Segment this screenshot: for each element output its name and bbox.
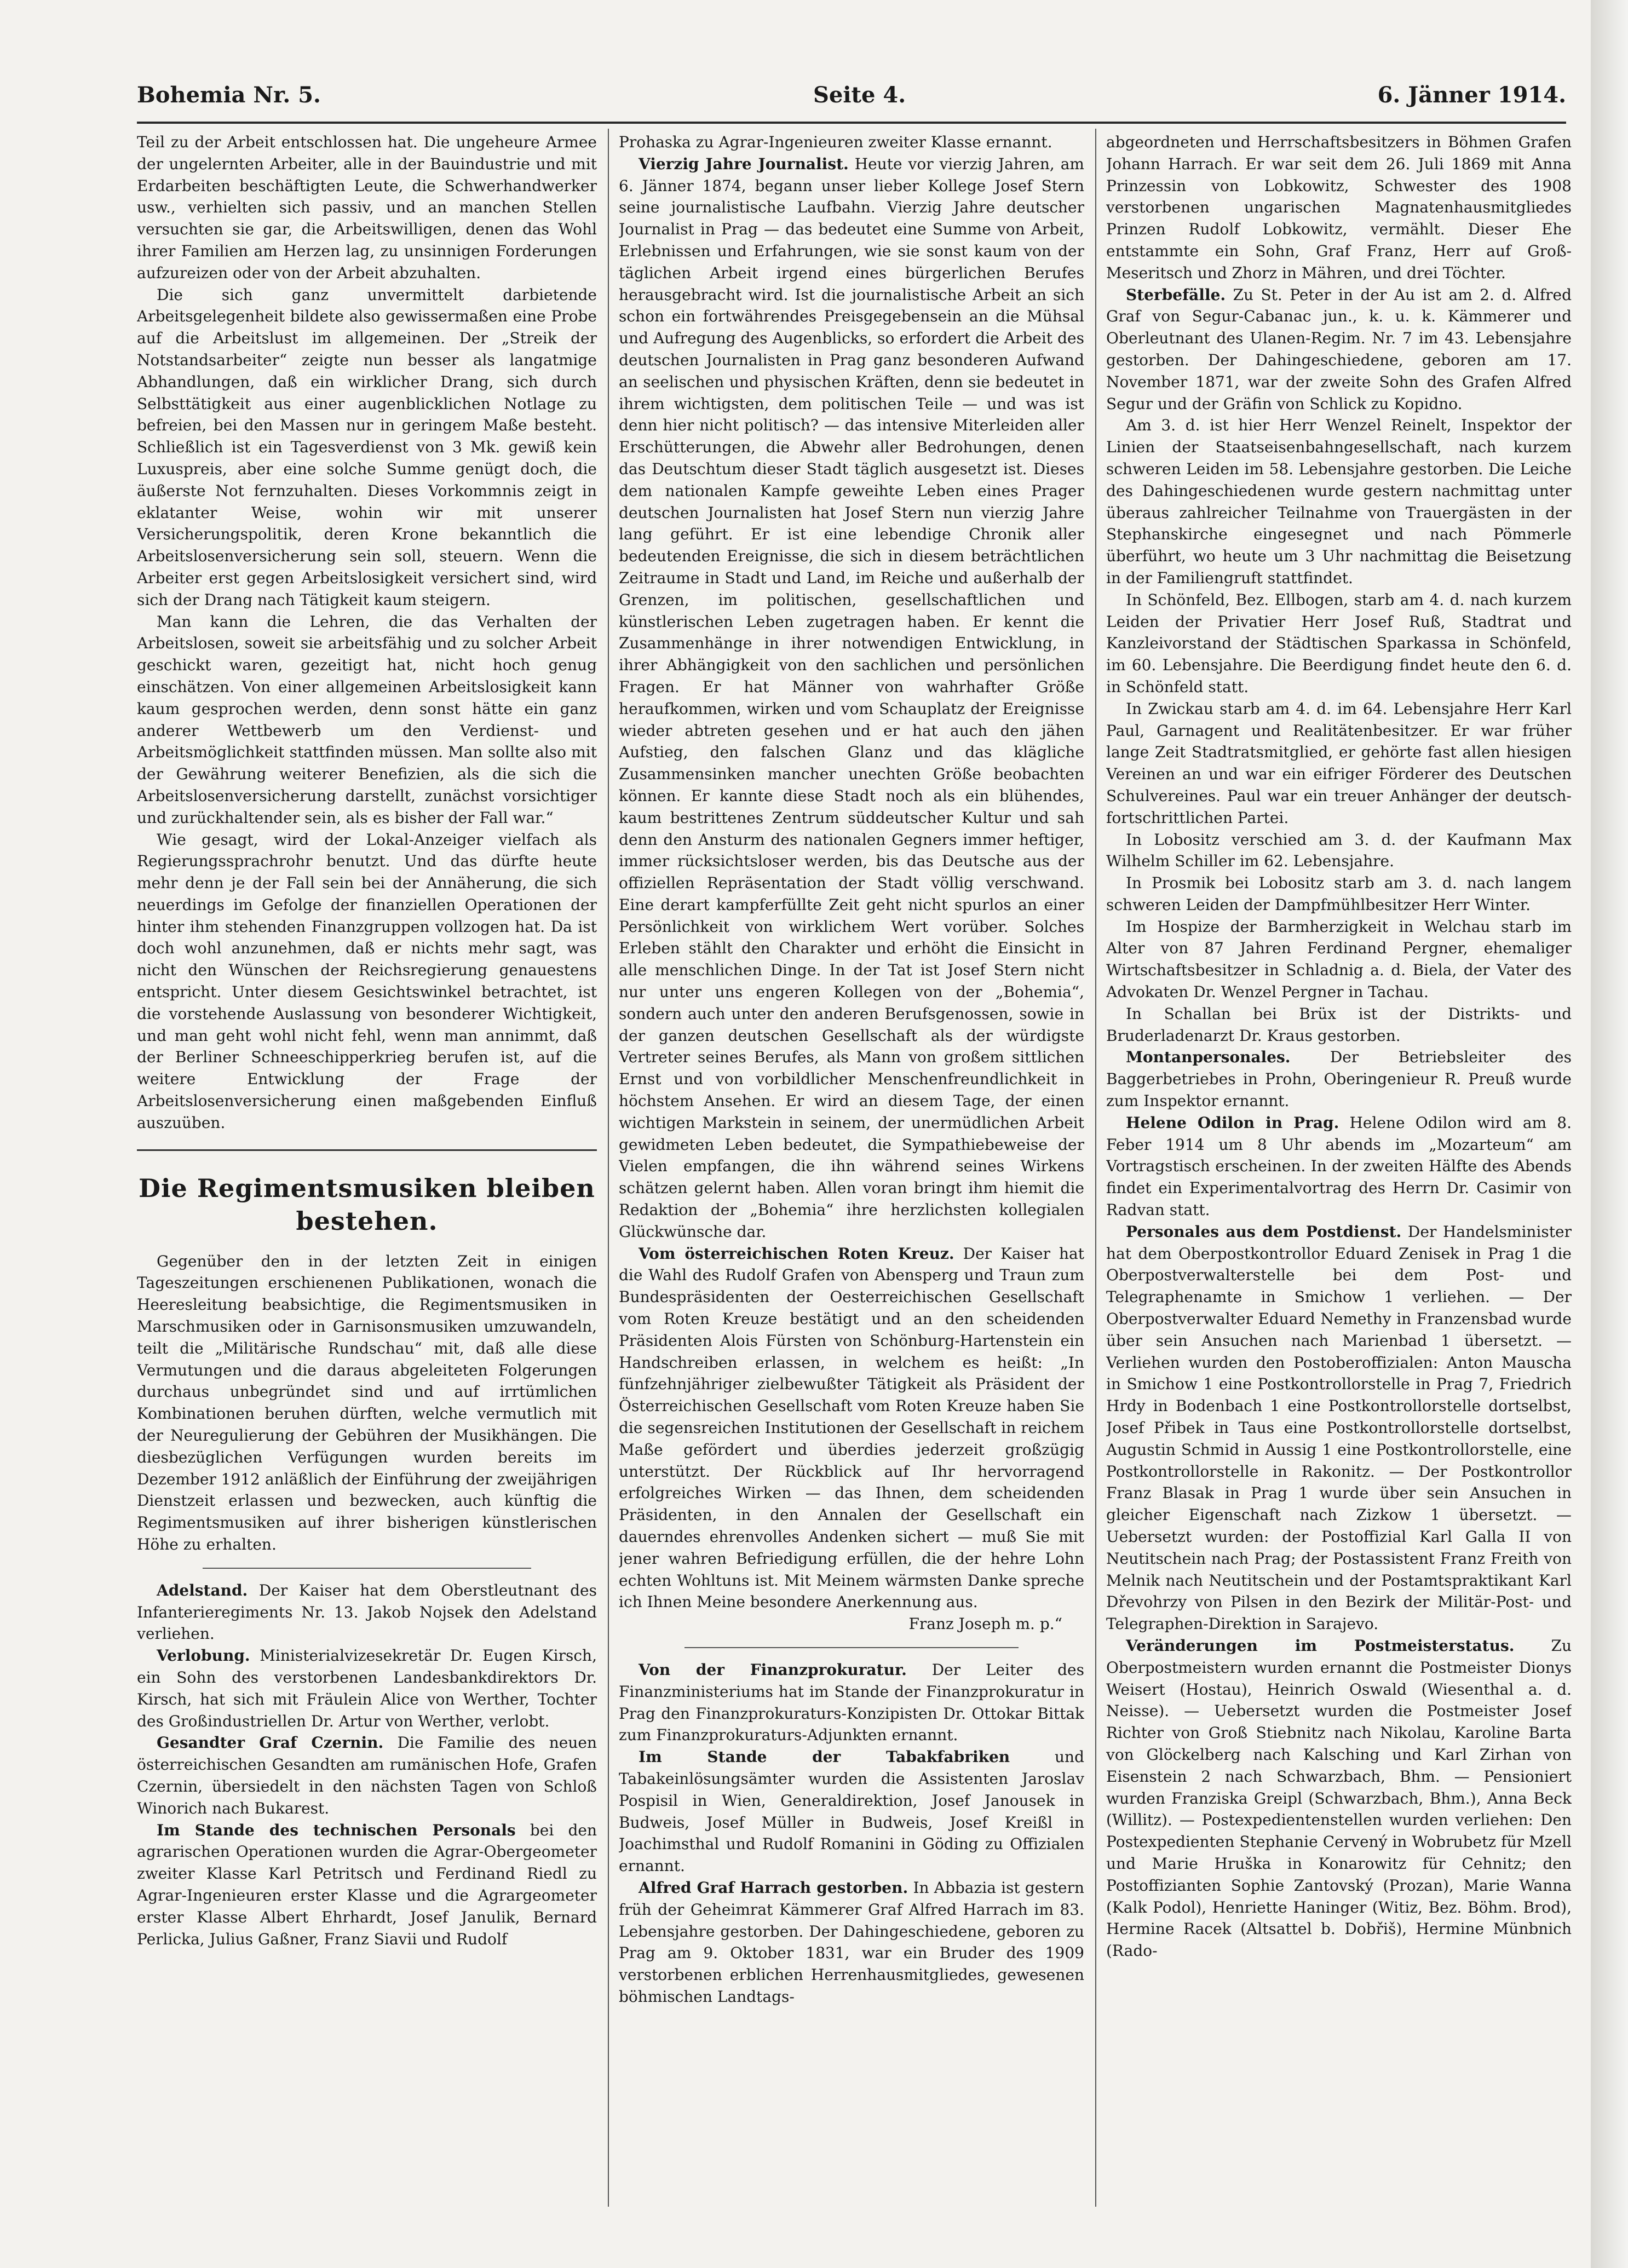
header-page-number: Seite 4. (813, 82, 906, 108)
news-item-heading: Von der Finanzprokuratur. (638, 1660, 907, 1679)
news-item (1106, 1635, 1572, 1962)
news-item-heading: Im Stande der Tabakfabriken (638, 1748, 1010, 1766)
article-text: Man kann die Lehren, die das Verhalten der Arbeitslosen, soweit sie arbeitsfähig und zu solcher Arbeit geschickt waren, gezeitigt hat, nicht hoch genug einschätzen. Von einer allgemeinen Arbeitslosigkeit kann kaum gesprochen werden, denn sonst hätte ein ganz anderer Wettbewerb um den Verdienst- und Arbeitsmöglichkeit stattfinden müssen. Man sollte also mit der Gewährung weiterer Benefizien, als die sich die Arbeitslosenversicherung darstellt, zunächst vorsichtiger und zurückhaltender sein, als es bisher der Fall war.“ (137, 612, 597, 827)
news-item-text: Der Leiter des Finanzministeriums hat im Stande der Finanzprokuratur in Prag den Finanzprokuraturs-Konzipisten Dr. Ottokar Bittak zum Finanzprokuraturs-Adjunkten ernannt. (619, 1660, 1084, 1745)
news-item (619, 1659, 1084, 1746)
news-item-heading: Im Stande des technischen Personals (157, 1821, 516, 1839)
news-item (619, 153, 1084, 1243)
signature: Franz Joseph m. p.“ (908, 1615, 1062, 1633)
column-divider-2 (1095, 129, 1096, 2207)
news-item-text: bei den agrarischen Operationen wurden die Agrar-Obergeometer zweiter Klasse Karl Petritsch und Ferdinand Riedl zu Agrar-Ingenieuren erster Klasse und die Agrargeometer erster Klasse Albert Ehrhardt, Josef Janulik, Bernard Perlicka, Julius Gaßner, Franz Siavii und Rudolf (137, 1821, 597, 1948)
article-text: Die sich ganz unvermittelt darbietende Arbeitsgelegenheit bildete also gewissermaßen eine Probe auf die Arbeitslust im allgemeinen. Der „Streik der Notstandsarbeiter“ zeigte nun besser als langatmige Abhandlungen, daß ein wirklicher Drang, sich durch Selbsttätigkeit aus einer augenblicklichen Notlage zu befreien, bei den Massen nur in geringem Maße besteht. Schließlich ist ein Tagesverdienst von 3 Mk. gewiß kein Luxuspreis, aber eine solche Summe genügt doch, die äußerste Not fernzuhalten. Dieses Vorkommnis zeigt in eklatanter Weise, wohin wir mit unserer Versicherungspolitik, deren Krone bekanntlich die Arbeitslosenversicherung sein soll, steuern. Wenn die Arbeiter erst gegen Arbeitslosigkeit versichert sind, wird sich der Drang nach Tätigkeit kaum steigern. (137, 285, 597, 609)
news-item (1106, 1112, 1572, 1221)
news-item-heading: Helene Odilon in Prag. (1126, 1113, 1339, 1132)
news-item-heading: Sterbefälle. (1126, 285, 1226, 304)
article-text: Prohaska zu Agrar-Ingenieuren zweiter Klasse ernannt. (619, 133, 1052, 151)
scan-edge-shadow (1591, 0, 1628, 2268)
news-item-text: Helene Odilon wird am 8. Feber 1914 um 8 Uhr abends im „Mozarteum“ am Vortragstisch erscheinen. In der zweiten Hälfte des Abends findet ein Experimentalvortrag des Herrn Dr. Casimir von Radvan statt. (1106, 1113, 1572, 1219)
page-header (137, 77, 1566, 120)
article-text: Gegenüber den in der letzten Zeit in einigen Tageszeitungen erschienenen Publikationen, wonach die Heeresleitung beabsichtige, die Regimentsmusiken in Marschmusiken oder in Garnisonsmusiken umzuwandeln, teilt die „Militärische Rundschau“ mit, daß alle diese Vermutungen und die daraus abgeleiteten Folgerungen durchaus unbegründet sind und auf irrtümlichen Kombinationen beruhen dürften, welche vermutlich mit der Neuregulierung der Gebühren der Musikhängen. Die diesbezüglichen Verfügungen wurden bereits im Dezember 1912 anläßlich der Einführung der zweijährigen Dienstzeit erlassen und bezwecken, auch künftig die Regimentsmusiken auf ihrer bisherigen künstlerischen Höhe zu erhalten. (137, 1252, 597, 1554)
news-item-text: Die Familie des neuen österreichischen Gesandten am rumänischen Hofe, Grafen Czernin, übersiedelt in den nächsten Tagen von Schloß Winorich nach Bukarest. (137, 1734, 597, 1817)
article-text: abgeordneten und Herrschaftsbesitzers in Böhmen Grafen Johann Harrach. Er war seit dem 26. Juli 1869 mit Anna Prinzessin von Lobkowitz, Schwester des 1908 verstorbenen ungarischen Magnatenhausmitgliedes Prinzen Rudolf Lobkowitz, vermählt. Dieser Ehe entstammte ein Sohn, Graf Franz, Herr auf Groß-Meseritsch und Zhorz in Mähren, und drei Töchter. (1106, 133, 1572, 282)
column-3 (1106, 131, 1572, 2207)
column-2 (619, 131, 1084, 2207)
news-item-text: Der Betriebsleiter des Baggerbetriebes in Prohn, Oberingenieur R. Preuß wurde zum Inspektor ernannt. (1106, 1048, 1572, 1110)
header-rule (137, 122, 1566, 124)
news-item-heading: Vom österreichischen Roten Kreuz. (638, 1244, 954, 1263)
news-item-text: Der Kaiser hat die Wahl des Rudolf Grafen von Abensperg und Traun zum Bundespräsidenten der Oesterreichischen Gesellschaft vom Roten Kreuze bestätigt und an den scheidenden Präsidenten Alois Fürsten von Schönburg-Hartenstein ein Handschreiben erlassen, in welchem es heißt: „In fünfzehnjähriger zielbewußter Tätigkeit als Präsident der Österreichischen Gesellschaft vom Roten Kreuze haben Sie die segensreichen Institutionen der Gesellschaft in reichem Maße gefördert und überdies jederzeit großzügig unterstützt. Der Rückblick auf Ihr hervorragend erfolgreiches Wirken — das Ihnen, dem scheidenden Präsidenten, in den Annalen der Gesellschaft ein dauerndes ehrenvolles Andenken sichert — muß Sie mit jener wahren Befriedigung erfüllen, die der hehre Lohn echten Wohltuns ist. Mit Meinem wärmsten Danke spreche ich Ihnen Meine besondere Anerkennung aus. (619, 1244, 1084, 1611)
section-separator (137, 1149, 597, 1151)
news-item-text: Zu St. Peter in der Au ist am 2. d. Alfred Graf von Segur-Cabanac jun., k. u. k. Kämmerer und Oberleutnant des Ulanen-Regim. Nr. 7 im 43. Lebensjahre gestorben. Der Dahingeschiedene, geboren am 17. November 1871, war der zweite Sohn des Grafen Alfred Segur und der Gräfin von Schlick zu Kopidno. (1106, 285, 1572, 413)
news-item (619, 1243, 1084, 1614)
article-text: In Schönfeld, Bez. Ellbogen, starb am 4. d. nach kurzem Leiden der Privatier Herr Josef Ruß, Stadtrat und Kanzleivorstand der Städtischen Sparkassa in Schönfeld, im 60. Lebensjahre. Die Beerdigung findet heute den 6. d. in Schönfeld statt. (1106, 590, 1572, 696)
news-item (137, 1820, 597, 1950)
news-item-text: Zu Oberpostmeistern wurden ernannt die Postmeister Dionys Weisert (Hostau), Heinrich Oswald (Wiesenthal a. d. Neisse). — Uebersetzt wurden die Postmeister Josef Richter von Groß Stiebnitz nach Nikolau, Karoline Barta von Glöckelberg nach Kalsching und Karl Zirhan von Eisenstein 2 nach Schwarzbach, Bhm. — Pensioniert wurden Franziska Greipl (Schwarzbach, Bhm.), Anna Beck (Willitz). — Postexpedientenstellen wurden verliehen: Den Postexpedienten Stephanie Cervený in Wobrubetz für Mzell und Marie Hruška in Konarowitz für Cehnitz; den Postoffizianten Sophie Zantovský (Prozan), Marie Wanna (Kalk Podol), Henriette Haninger (Witiz, Bez. Böhm. Brod), Hermine Racek (Altsattel b. Dobřiš), Hermine Münbnich (Rado- (1106, 1636, 1572, 1960)
column-1 (137, 131, 597, 2207)
news-item (619, 1877, 1084, 2008)
news-item-text: In Abbazia ist gestern früh der Geheimrat Kämmerer Graf Alfred Harrach im 83. Lebensjahre gestorben. Der Dahingeschiedene, geboren zu Prag am 9. Oktober 1831, war ein Bruder des 1909 verstorbenen erblichen Herrenhausmitgliedes, gewesenen böhmischen Landtags- (619, 1878, 1084, 2006)
article-text: In Zwickau starb am 4. d. im 64. Lebensjahre Herr Karl Paul, Garnagent und Realitätenbesitzer. Er war früher lange Zeit Stadtratsmitglied, er gehörte fast allen hiesigen Vereinen an und war ein eifriger Förderer des Deutschen Schulvereines. Paul war ein treuer Anhänger der deutsch-fortschrittlichen Partei. (1106, 699, 1572, 827)
header-issue: Bohemia Nr. 5. (137, 82, 321, 108)
article-text: Am 3. d. ist hier Herr Wenzel Reinelt, Inspektor der Linien der Staatseisenbahngesellschaft, nach kurzem schweren Leiden im 58. Lebensjahre gestorben. Die Leiche des Dahingeschiedenen wurde gestern nachmittag unter überaus zahlreicher Teilnahme von Trauergästen in der Stephanskirche eingesegnet und nach Pömmerle überführt, wo heute um 3 Uhr nachmittag die Beisetzung in der Familiengruft stattfindet. (1106, 416, 1572, 587)
article-text: In Schallan bei Brüx ist der Distrikts- und Bruderladenarzt Dr. Kraus gestorben. (1106, 1004, 1572, 1045)
article-text: Wie gesagt, wird der Lokal-Anzeiger vielfach als Regierungssprachrohr benutzt. Und das dürfte heute mehr denn je der Fall sein bei der Annäherung, die sich neuerdings im Gefolge der finanziellen Operationen der hinter ihm stehenden Finanzgruppen vollzogen hat. Da ist doch wohl anzunehmen, daß er nichts mehr sagt, was nicht den Wünschen der Reichsregierung genauestens entspricht. Unter diesem Gesichtswinkel betrachtet, ist die vorstehende Auslassung von besonderer Wichtigkeit, und man geht wohl nicht fehl, wenn man annimmt, daß der Berliner Schneeschipperkrieg berufen ist, auf die weitere Entwicklung der Frage der Arbeitslosenversicherung einen maßgebenden Einfluß auszuüben. (137, 830, 597, 1132)
news-item (1106, 1221, 1572, 1635)
article-text: Im Hospize der Barmherzigkeit in Welchau starb im Alter von 87 Jahren Ferdinand Pergner, ehemaliger Wirtschaftsbesitzer in Schladnig a. d. Biela, der Vater des Advokaten Dr. Wenzel Pergner in Tachau. (1106, 917, 1572, 1001)
news-item (137, 1580, 597, 1645)
column-divider-1 (608, 129, 609, 2207)
news-item (619, 1746, 1084, 1877)
header-date: 6. Jänner 1914. (1377, 82, 1566, 108)
section-separator (684, 1647, 1019, 1648)
news-item-heading: Vierzig Jahre Journalist. (638, 154, 849, 173)
article-text: Teil zu der Arbeit entschlossen hat. Die ungeheure Armee der ungelernten Arbeiter, alle in der Bauindustrie und mit Erdarbeiten beschäftigten Leute, die Schwerhandwerker usw., verhielten sich passiv, und an manchen Stellen versuchten sie gar, die Arbeitswilligen, denen das Wohl ihrer Familien am Herzen lag, zu unsinnigen Forderungen aufzureizen oder von der Arbeit abzuhalten. (137, 133, 597, 282)
news-item-heading: Personales aus dem Postdienst. (1126, 1222, 1402, 1241)
news-item-text: Heute vor vierzig Jahren, am 6. Jänner 1874, begann unser lieber Kollege Josef Stern seine journalistische Laufbahn. Vierzig Jahre deutscher Journalist in Prag — das bedeutet eine Summe von Arbeit, Erlebnissen und Erfahrungen, wie sie sonst kaum von der täglichen Arbeit irgend eines bürgerlichen Berufes herausgebracht wird. Ist die journalistische Arbeit an sich schon ein fortwährendes Preisgegebensein an die Mühsal und Aufregung des Augenblicks, so erfordert die Arbeit des deutschen Journalisten in Prag ganz besonderen Aufwand an seelischen und physischen Kräften, denn sie bedeutet in ihrem wichtigsten, dem politischen Teile — und was ist denn hier nicht politisch? — das intensive Miterleiden aller Erschütterungen, die Abwehr aller Bedrohungen, denen das Deutschtum dieser Stadt täglich ausgesetzt ist. Dieses dem nationalen Kampfe geweihte Leben eines Prager deutschen Journalisten hat Josef Stern nun vierzig Jahre lang geführt. Er ist eine lebendige Chronik aller bedeutenden Ereignisse, die sich in diesem beträchtlichen Zeitraume in Stadt und Land, im Reiche und außerhalb der Grenzen, im politischen, gesellschaftlichen und künstlerischen Leben zugetragen haben. Er kennt die Zusammenhänge in ihrer notwendigen Entwicklung, in ihrer Abhängigkeit von den sachlichen und persönlichen Fragen. Er hat Männer von wahrhafter Größe heraufkommen, wirken und vom Schauplatz der Ereignisse wieder abtreten gesehen und er hat auch den jähen Aufstieg, den falschen Glanz und das klägliche Zusammensinken mancher unechten Größe beobachten können. Er kannte diese Stadt noch als ein blühendes, kaum bestrittenes Zentrum süddeutscher Kultur und sah denn den Ansturm des nationalen Gegners immer heftiger, immer rücksichtsloser werden, bis das Deutsche aus der offiziellen Repräsentation der Stadt völlig verschwand. Eine derart kampferfüllte Zeit geht nicht spurlos an einer Persönlichkeit von wirklichem Wert vorüber. Solches Erleben stählt den Charakter und erhöht die Einsicht in alle menschlichen Dinge. In der Tat ist Josef Stern nicht nur unter uns engeren Kollegen von der „Bohemia“, sondern auch unter den anderen Berufsgenossen, sowie in der ganzen deutschen Gesellschaft als der würdigste Vertreter seines Berufes, als Mann von großem sittlichen Ernst und von vorbildlicher Menschenfreundlichkeit in höchstem Ansehen. Er wird an diesem Tage, der einen wichtigen Markstein in seinem, der unermüdlichen Arbeit gewidmeten Leben bedeutet, die Sympathiebeweise der Vielen empfangen, die ihn während seines Wirkens schätzen gelernt haben. Allen voran bringt ihm hiemit die Redaktion der „Bohemia“ ihre herzlichsten kollegialen Glückwünsche dar. (619, 154, 1084, 1241)
article-headline: Die Regimentsmusiken bleiben bestehen. (139, 1173, 595, 1236)
section-separator (203, 1568, 531, 1569)
news-item-heading: Veränderungen im Postmeisterstatus. (1126, 1636, 1515, 1655)
news-item-heading: Montanpersonales. (1126, 1048, 1291, 1067)
news-item-text: Ministerialvizesekretär Dr. Eugen Kirsch, ein Sohn des verstorbenen Landesbankdirektors Dr. Kirsch, hat sich mit Fräulein Alice von Werther, Tochter des Großindustriellen Dr. Artur von Werther, verlobt. (137, 1647, 597, 1730)
article-text: In Lobositz verschied am 3. d. der Kaufmann Max Wilhelm Schiller im 62. Lebensjahre. (1106, 830, 1572, 871)
news-item-text: Der Handelsminister hat dem Oberpostkontrollor Eduard Zenisek in Prag 1 die Oberpostverwalterstelle bei dem Post- und Telegraphenamte in Smichow 1 verliehen. — Der Oberpostverwalter Eduard Nemethy in Franzensbad wurde über sein Ansuchen nach Marienbad 1 übersetzt. — Verliehen wurden den Postoberoffizialen: Anton Mauscha in Smichow 1 eine Postkontrollorstelle in Prag 7, Friedrich Hrdy in Bodenbach 1 eine Postkontrollorstelle dortselbst, Josef Přibek in Taus eine Postkontrollorstelle dortselbst, Augustin Schmid in Aussig 1 eine Postkontrollorstelle, eine Postkontrollorstelle in Rakonitz. — Der Postkontrollor Franz Blasak in Prag 1 wurde über sein Ansuchen in gleicher Eigenschaft nach Zizkow 1 übersetzt. — Uebersetzt wurden: der Postoffizial Karl Galla II von Neutitschein nach Prag; der Postassistent Franz Freith von Melnik nach Neutitschein und der Postamtspraktikant Karl Dřevohrzy von Pilsen in den Bezirk der Militär-Post- und Telegraphen-Direktion in Sarajevo. (1106, 1222, 1572, 1633)
news-item-heading: Gesandter Graf Czernin. (157, 1734, 384, 1752)
news-item (1106, 284, 1572, 415)
news-item (137, 1645, 597, 1732)
news-item-text: und Tabakeinlösungsämter wurden die Assistenten Jaroslav Pospisil in Wien, Generaldirektion, Josef Janousek in Budweis, Josef Müller in Budweis, Josef Kreißl in Joachimsthal und Rudolf Romanini in Göding zu Offizialen ernannt. (619, 1748, 1084, 1875)
article-text: In Prosmik bei Lobositz starb am 3. d. nach langem schweren Leiden der Dampfmühlbesitzer Herr Winter. (1106, 874, 1572, 914)
news-item-text: Der Kaiser hat dem Oberstleutnant des Infanterieregiments Nr. 13. Jakob Nojsek den Adelstand verliehen. (137, 1581, 597, 1643)
news-item-heading: Adelstand. (157, 1581, 248, 1599)
news-item (137, 1732, 597, 1819)
news-item-heading: Verlobung. (157, 1647, 250, 1665)
news-item (1106, 1046, 1572, 1112)
news-item-heading: Alfred Graf Harrach gestorben. (638, 1878, 908, 1897)
